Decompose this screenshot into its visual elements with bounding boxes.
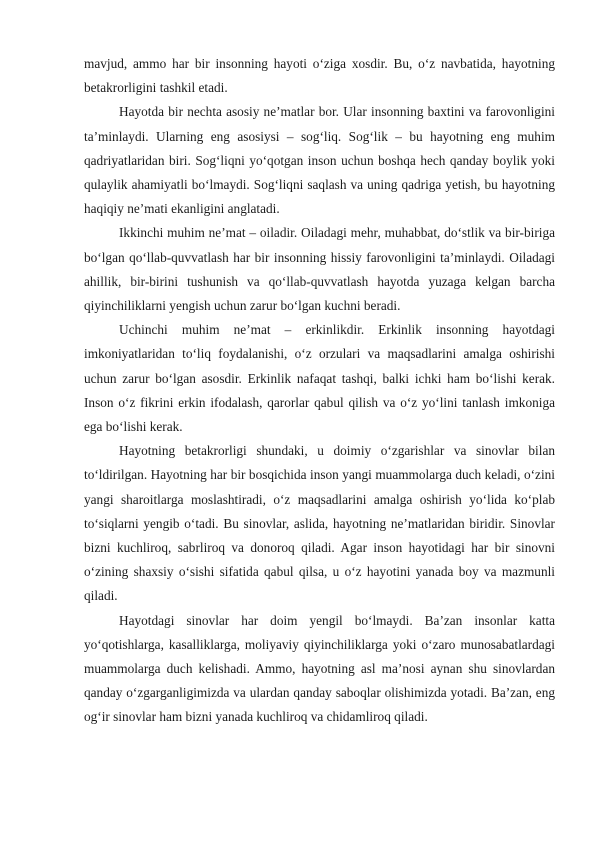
paragraph-continuation: mavjud, ammo har bir insonning hayoti o‘ziga xosdir. Bu, o‘z navbatida, hayotning betakrorligini tashkil etadi.: [84, 56, 555, 96]
document-body: [84, 52, 555, 730]
paragraph-health: Hayotda bir nechta asosiy ne’matlar bor. Ular insonning baxtini va farovonligini ta’minlaydi. Ularning eng asosiysi – sog‘liq. Sog‘lik – bu hayotning eng muhim qadriyatlaridan biri. Sog‘liqni yo‘qotgan inson uchun boshqa hech qanday boylik yoki qulaylik ahamiyatli bo‘lmaydi. Sog‘liqni saqlash va uning qadriga yetish, bu hayotning haqiqiy ne’mati ekanligini anglatadi.: [84, 104, 555, 217]
paragraph-family: Ikkinchi muhim ne’mat – oiladir. Oiladagi mehr, muhabbat, do‘stlik va bir-biriga bo‘lgan qo‘llab-quvvatlash har bir insonning hissiy farovonligini ta’minlaydi. Oiladagi ahillik, bir-birini tushunish va qo‘llab-quvvatlash hayotda yuzaga kelgan barcha qiyinchiliklarni yengish uchun zarur bo‘lgan kuchni beradi.: [84, 225, 555, 314]
paragraph-hardships: Hayotdagi sinovlar har doim yengil bo‘lmaydi. Ba’zan insonlar katta yo‘qotishlarga, kasalliklarga, moliyaviy qiyinchiliklarga yoki o‘zaro munosabatlardagi muammolarga duch kelishadi. Ammo, hayotning asl ma’nosi aynan shu sinovlardan qanday o‘zgarganligimizda va ulardan qanday saboqlar olishimizda yotadi. Ba’zan, eng og‘ir sinovlar ham bizni yanada kuchliroq va chidamliroq qiladi.: [84, 612, 555, 725]
paragraph-trials: Hayotning betakrorligi shundaki, u doimiy o‘zgarishlar va sinovlar bilan to‘ldirilgan. Hayotning har bir bosqichida inson yangi muammolarga duch keladi, o‘zini yangi sharoitlarga moslashtiradi, o‘z maqsadlarini amalga oshirish yo‘lida ko‘plab to‘siqlarni yengib o‘tadi. Bu sinovlar, aslida, hayotning ne’matlaridan biridir. Sinovlar bizni kuchliroq, sabrliroq va donoroq qiladi. Agar inson hayotidagi har bir sinovni o‘zining shaxsiy o‘sishi sifatida qabul qilsa, u o‘z hayotini yanada boy va mazmunli qiladi.: [84, 443, 555, 604]
paragraph-freedom: Uchinchi muhim ne’mat – erkinlikdir. Erkinlik insonning hayotdagi imkoniyatlaridan to‘liq foydalanishi, o‘z orzulari va maqsadlarini amalga oshirishi uchun zarur bo‘lgan asosdir. Erkinlik nafaqat tashqi, balki ichki ham bo‘lishi kerak. Inson o‘z fikrini erkin ifodalash, qarorlar qabul qilish va o‘z yo‘lini tanlash imkoniga ega bo‘lishi kerak.: [84, 322, 555, 435]
